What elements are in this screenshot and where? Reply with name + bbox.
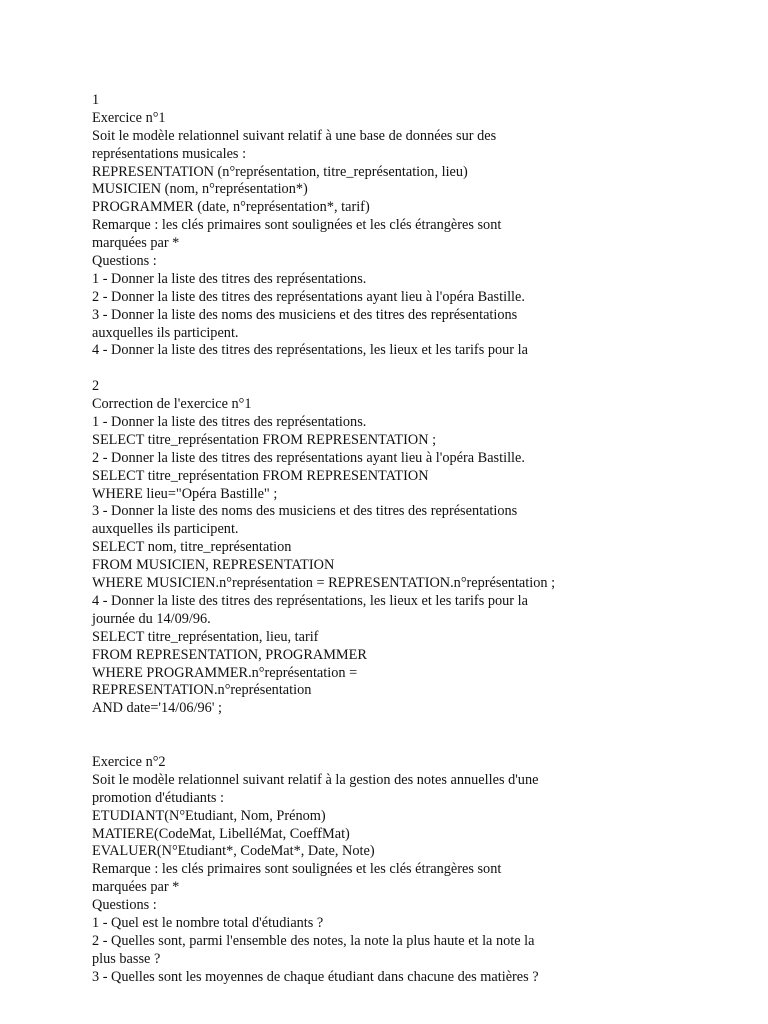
schema-line: EVALUER(N°Etudiant*, CodeMat*, Date, Note): [92, 843, 375, 860]
spacer: [92, 718, 752, 754]
schema-line: MUSICIEN (nom, n°représentation*): [92, 181, 308, 198]
sql-line: SELECT nom, titre_représentation: [92, 539, 292, 556]
schema-line: MATIERE(CodeMat, LibelléMat, CoeffMat): [92, 825, 350, 842]
text-line: représentations musicales :: [92, 145, 247, 162]
sql-line: REPRESENTATION.n°représentation: [92, 682, 312, 699]
schema-line: REPRESENTATION (n°représentation, titre_représentation, lieu): [92, 163, 468, 180]
page-number: 1: [92, 92, 100, 108]
sql-line: SELECT titre_représentation, lieu, tarif: [92, 628, 319, 645]
page-2-section: [92, 378, 752, 718]
question-line: 1 - Donner la liste des titres des représentations.: [92, 270, 367, 287]
sql-line: WHERE PROGRAMMER.n°représentation =: [92, 664, 358, 681]
question-line: 1 - Donner la liste des titres des représentations.: [92, 414, 367, 431]
text-line: Remarque : les clés primaires sont soulignées et les clés étrangères sont: [92, 217, 502, 234]
schema-line: ETUDIANT(N°Etudiant, Nom, Prénom): [92, 807, 326, 824]
sql-line: SELECT titre_représentation FROM REPRESENTATION ;: [92, 431, 437, 448]
questions-heading: Questions :: [92, 253, 157, 270]
questions-heading: Questions :: [92, 897, 157, 914]
text-line: Remarque : les clés primaires sont soulignées et les clés étrangères sont: [92, 861, 502, 878]
text-line: marquées par *: [92, 879, 180, 896]
question-line: 3 - Quelles sont les moyennes de chaque étudiant dans chacune des matières ?: [92, 968, 539, 985]
question-line: 4 - Donner la liste des titres des représentations, les lieux et les tarifs pour la: [92, 592, 528, 609]
question-line: 2 - Quelles sont, parmi l'ensemble des notes, la note la plus haute et la note la: [92, 932, 535, 949]
page-number: 2: [92, 378, 100, 395]
text-line: promotion d'étudiants :: [92, 789, 225, 806]
exercise-title: Exercice n°2: [92, 753, 166, 770]
sql-line: FROM MUSICIEN, REPRESENTATION: [92, 557, 335, 574]
sql-line: FROM REPRESENTATION, PROGRAMMER: [92, 646, 367, 663]
question-line: 3 - Donner la liste des noms des musiciens et des titres des représentations: [92, 503, 518, 520]
spacer: [92, 360, 752, 378]
question-line: 3 - Donner la liste des noms des musiciens et des titres des représentations: [92, 306, 518, 323]
text-line: Soit le modèle relationnel suivant relatif à la gestion des notes annuelles d'une: [92, 771, 539, 788]
document-body: [92, 92, 752, 987]
question-line: 2 - Donner la liste des titres des représentations ayant lieu à l'opéra Bastille.: [92, 449, 525, 466]
sql-line: WHERE lieu="Opéra Bastille" ;: [92, 485, 278, 502]
question-line: auxquelles ils participent.: [92, 324, 239, 341]
exercise-title: Exercice n°1: [92, 109, 166, 126]
question-line: plus basse ?: [92, 950, 161, 967]
text-line: Soit le modèle relationnel suivant relatif à une base de données sur des: [92, 127, 497, 144]
page-3-section: [92, 754, 752, 987]
correction-title: Correction de l'exercice n°1: [92, 396, 252, 413]
sql-line: AND date='14/06/96' ;: [92, 700, 222, 717]
schema-line: PROGRAMMER (date, n°représentation*, tarif): [92, 199, 370, 216]
question-line: journée du 14/09/96.: [92, 610, 211, 627]
text-line: marquées par *: [92, 235, 180, 252]
sql-line: SELECT titre_représentation FROM REPRESENTATION: [92, 467, 429, 484]
question-line: 2 - Donner la liste des titres des représentations ayant lieu à l'opéra Bastille.: [92, 288, 525, 305]
question-line: auxquelles ils participent.: [92, 521, 239, 538]
question-line: 4 - Donner la liste des titres des représentations, les lieux et les tarifs pour la: [92, 342, 528, 359]
sql-line: WHERE MUSICIEN.n°représentation = REPRESENTATION.n°représentation ;: [92, 575, 556, 592]
page-1-section: [92, 92, 752, 360]
question-line: 1 - Quel est le nombre total d'étudiants ?: [92, 914, 324, 931]
